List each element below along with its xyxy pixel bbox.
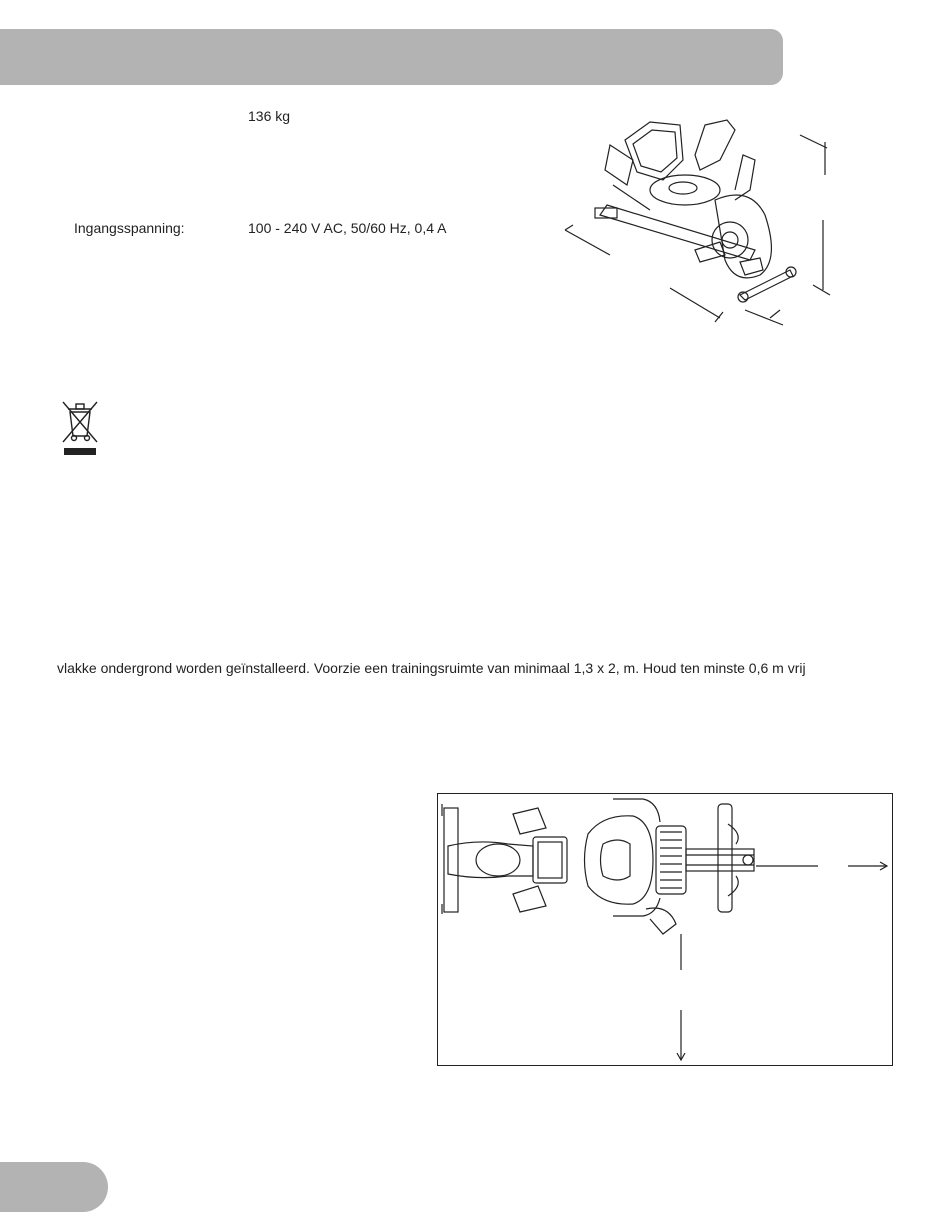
footer-page-tab xyxy=(0,1162,108,1212)
bike-side-illustration xyxy=(555,100,845,335)
installation-text: vlakke ondergrond worden geïnstalleerd. Voorzie een trainingsruimte van minimaal 1,3 x 2, m. Houd ten minste 0,6 m vrij xyxy=(57,660,806,676)
crossed-out-wheelie-bin-icon xyxy=(58,398,102,458)
max-weight-value: 136 kg xyxy=(248,108,291,124)
bike-top-view-illustration xyxy=(438,794,892,1065)
voltage-value: 100 - 240 V AC, 50/60 Hz, 0,4 A xyxy=(248,220,447,236)
floor-plan-diagram xyxy=(437,793,893,1066)
voltage-label: Ingangsspanning: xyxy=(74,220,185,236)
header-bar xyxy=(0,29,783,85)
